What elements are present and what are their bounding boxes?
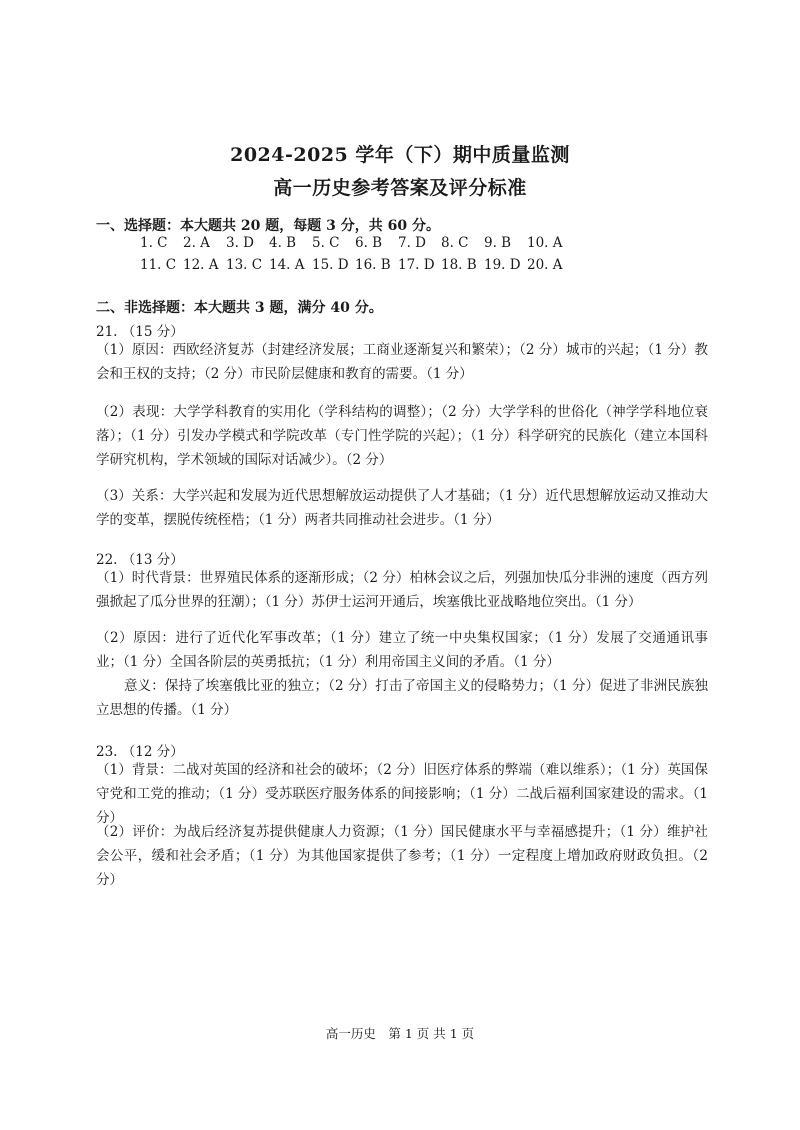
mc-answer: 18. B <box>441 257 477 273</box>
question-21-part3 <box>96 484 708 532</box>
mc-answer: 15. D <box>312 257 349 273</box>
question-22-significance <box>96 674 708 722</box>
page-title: 2024-2025 学年（下）期中质量监测 <box>230 144 570 166</box>
mc-answer: 2. A <box>183 235 210 251</box>
mc-answer: 8. C <box>441 235 469 251</box>
mc-answer-row-1 <box>140 232 570 254</box>
answer-paragraph: （2）表现：大学学科教育的实用化（学科结构的调整）；（2 分）大学学科的世俗化（神学学科地位衰落）；（1 分）引发办学模式和学院改革（专门性学院的兴起）；（1 分）科学研究的民族化（建立本国科学研究机构，学术领域的国际对话减少）。（2 分） <box>96 404 708 468</box>
mc-answer: 5. C <box>312 235 340 251</box>
question-22-part1 <box>96 566 708 614</box>
mc-answer: 9. B <box>484 235 512 251</box>
mc-answer: 17. D <box>398 257 435 273</box>
mc-answer: 12. A <box>183 257 219 273</box>
mc-answer: 19. D <box>484 257 521 273</box>
mc-answer: 10. A <box>527 235 563 251</box>
section2-heading: 二、非选择题：本大题共 3 题，满分 40 分。 <box>96 300 383 316</box>
mc-answer: 14. A <box>269 257 305 273</box>
question-22-number: 22. （13 分） <box>96 552 184 568</box>
mc-answer: 4. B <box>269 235 297 251</box>
question-21-part2 <box>96 400 708 472</box>
section1-heading: 一、选择题：本大题共 20 题，每题 3 分，共 60 分。 <box>96 218 440 234</box>
question-21-number: 21. （15 分） <box>96 324 184 340</box>
question-23-number: 23. （12 分） <box>96 744 184 760</box>
mc-answer-row-2 <box>140 254 570 276</box>
mc-answer: 6. B <box>355 235 383 251</box>
question-22-part2 <box>96 626 708 674</box>
mc-answer: 1. C <box>140 235 168 251</box>
answer-paragraph: （2）原因：进行了近代化军事改革；（1 分）建立了统一中央集权国家；（1 分）发展了交通通讯事业；（1 分）全国各阶层的英勇抵抗；（1 分）利用帝国主义间的矛盾。（1 分） <box>96 630 708 670</box>
question-23-part2 <box>96 820 708 892</box>
answer-paragraph: （2）评价：为战后经济复苏提供健康人力资源；（1 分）国民健康水平与幸福感提升；（1 分）维护社会公平，缓和社会矛盾；（1 分）为其他国家提供了参考；（1 分）一定程度上增加政府财政负担。（2 分） <box>96 824 708 888</box>
answer-paragraph: （3）关系：大学兴起和发展为近代思想解放运动提供了人才基础；（1 分）近代思想解放运动又推动大学的变革，摆脱传统桎梏；（1 分）两者共同推动社会进步。（1 分） <box>96 488 708 528</box>
answer-paragraph: 意义：保持了埃塞俄比亚的独立；（2 分）打击了帝国主义的侵略势力；（1 分）促进了非洲民族独立思想的传播。（1 分） <box>96 678 708 718</box>
mc-answer: 11. C <box>140 257 177 273</box>
mc-answer: 20. A <box>527 257 563 273</box>
mc-answer: 16. B <box>355 257 391 273</box>
page-footer: 高一历史 第 1 页 共 1 页 <box>325 1026 475 1041</box>
mc-answer: 13. C <box>226 257 263 273</box>
answer-paragraph: （1）原因：西欧经济复苏（封建经济发展；工商业逐渐复兴和繁荣）；（2 分）城市的兴起；（1 分）教会和王权的支持；（2 分）市民阶层健康和教育的需要。（1 分） <box>96 342 708 382</box>
answer-paragraph: （1）时代背景：世界殖民体系的逐渐形成；（2 分）柏林会议之后，列强加快瓜分非洲的速度（西方列强掀起了瓜分世界的狂潮）；（1 分）苏伊士运河开通后，埃塞俄比亚战略地位突出。（1 分） <box>96 570 708 610</box>
mc-answer: 3. D <box>226 235 254 251</box>
question-21-part1 <box>96 338 708 386</box>
mc-answer: 7. D <box>398 235 426 251</box>
page-subtitle: 高一历史参考答案及评分标准 <box>273 177 527 199</box>
mc-answer-grid <box>140 232 570 276</box>
answer-paragraph: （1）背景：二战对英国的经济和社会的破坏；（2 分）旧医疗体系的弊端（难以维系）；（1 分）英国保守党和工党的推动；（1 分）受苏联医疗服务体系的间接影响；（1 分）二战后福利国家建设的需求。（1 分） <box>96 762 708 826</box>
